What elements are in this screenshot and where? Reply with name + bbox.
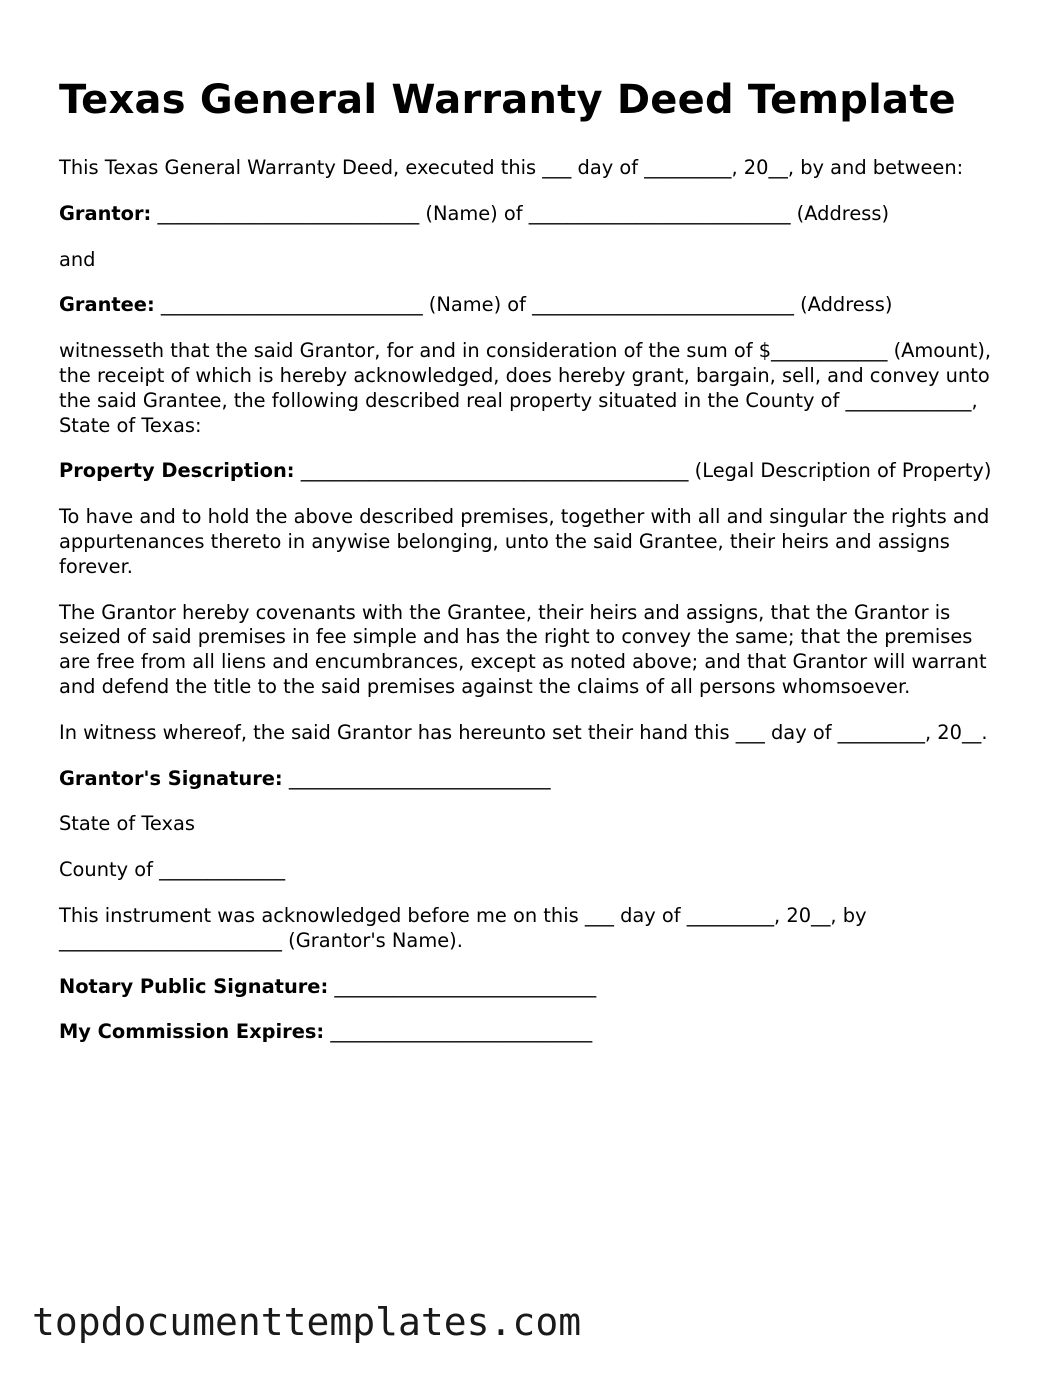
and-text: and <box>59 247 96 271</box>
commission-expires-field: ___________________________ <box>324 1020 593 1044</box>
document-page <box>59 72 1009 1066</box>
watermark: topdocumenttemplates.com <box>32 1300 582 1344</box>
grantor-signature-label: Grantor's Signature: <box>59 766 283 790</box>
intro-paragraph: This Texas General Warranty Deed, executed this ___ day of _________, 20__, by and between: <box>59 156 964 179</box>
notary-signature-label: Notary Public Signature: <box>59 974 329 998</box>
habendum-paragraph: To have and to hold the above described premises, together with all and singular the rights and appurtenances thereto in anywise belonging, unto the said Grantee, their heirs and assigns forever. <box>59 505 990 578</box>
in-witness-paragraph: In witness whereof, the said Grantor has hereunto set their hand this ___ day of _________, 20__. <box>59 720 988 744</box>
grantor-signature-field: ___________________________ <box>282 766 551 790</box>
grantee-label: Grantee: <box>59 293 155 317</box>
property-description-label: Property Description: <box>59 459 295 483</box>
document-title: Texas General Warranty Deed Template <box>59 77 956 123</box>
grantor-fields: ___________________________ (Name) of ___________________________ (Address) <box>151 201 890 225</box>
grantee-line <box>59 293 1009 318</box>
property-description-field: ________________________________________ (Legal Description of Property) <box>294 459 992 483</box>
grantee-fields: ___________________________ (Name) of ___________________________ (Address) <box>154 293 893 317</box>
commission-expires-label: My Commission Expires: <box>59 1020 325 1044</box>
county-line: County of _____________ <box>59 858 286 882</box>
notary-signature-line <box>59 975 1009 1000</box>
witnesseth-paragraph: witnesseth that the said Grantor, for and in consideration of the sum of $____________ (Amount), the receipt of which is hereby acknowledged, does hereby grant, bargain, sell, and convey unto the said Grantee, the following described real property situated in the County of _____________, State of Texas: <box>59 339 992 437</box>
acknowledgment-paragraph: This instrument was acknowledged before me on this ___ day of _________, 20__, by _______________________ (Grantor's Name). <box>59 903 867 952</box>
property-description-line <box>59 459 1009 484</box>
commission-expires-line <box>59 1020 1009 1045</box>
state-line: State of Texas <box>59 812 195 836</box>
grantor-signature-line <box>59 767 1009 792</box>
grantor-line <box>59 202 1009 227</box>
covenant-paragraph: The Grantor hereby covenants with the Grantee, their heirs and assigns, that the Grantor is seized of said premises in fee simple and has the right to convey the same; that the premises are free from all liens and encumbrances, except as noted above; and that Grantor will warrant and defend the title to the said premises against the claims of all persons whomsoever. <box>59 600 987 698</box>
grantor-label: Grantor: <box>59 201 152 225</box>
notary-signature-field: ___________________________ <box>328 974 597 998</box>
